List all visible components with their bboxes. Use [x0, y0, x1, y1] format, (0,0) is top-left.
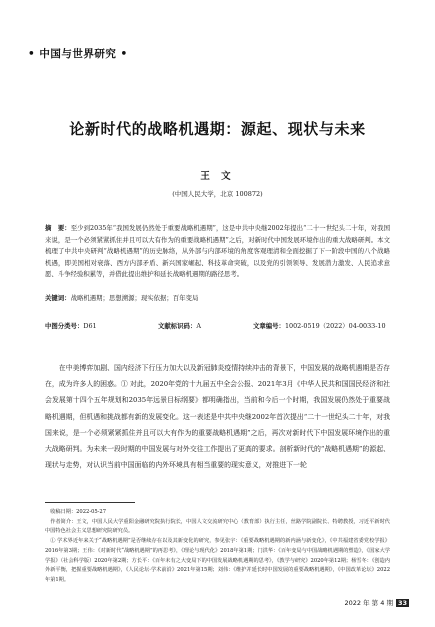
page-number: 33 — [397, 599, 407, 607]
article-number-label: 文章编号： — [253, 322, 285, 330]
column-dot-right: • — [120, 48, 128, 60]
abstract — [45, 223, 390, 281]
clc-label: 中图分类号： — [45, 322, 84, 330]
issue-label: 2022 年 第 4 期 — [344, 599, 393, 607]
abstract-text: 至少到2035年“我国发展仍然处于重要战略机遇期”，这是中共中央继2002年提出“二十一世纪头二十年，对我国来说，是一个必须紧紧抓住并且可以大有作为的重要战略机遇期”之后，对新时代中国发展环境作出的重大战略研判。本文梳理了中共中央研判“战略机遇期”的历史脉络，从外部与内部环境的角度客观理清和全面挖掘了下一阶段中国的八个战略机遇，即美国相对衰落、西方内部矛盾、新兴国家崛起、科技革命突破，以及党的引领领导、发展潜力激发、人民追求意愿、斗争经验积累等，并借此提出维护和延长战略机遇期的路径思考。 — [45, 224, 391, 279]
footnote-1: ① 学术界近年来关于“战略机遇期”是否继续存在以及其新变化的研究，参见张宇：《重要战略机遇期的新内涵与新变化》，《中共福建省委党校学报》2016年第3期；王伟：《对新时代“战略机遇期”的再思考》，《理论与现代化》2018年第1期；门洪华：《百年变局与中国战略机遇期的塑造》，《国家大学学报》（社会科学版）2020年第2期；方长平：《百年未有之大变局下的中国发展战略机遇期的思考》，《教学与研究》2020年第12期；杨雪冬：《创造内外新平衡，把握重要战略机遇期》，《人民论坛·学术前沿》2021年第15期；刘伟：《维护并延长时中国发展的重要战略机遇期》，《中国改革论坛》2022年第1期。 — [45, 538, 390, 583]
doc-value: A — [196, 322, 201, 330]
keywords-text: 战略机遇期；思想溯源；现实依据；百年变局 — [70, 294, 199, 302]
footnotes — [45, 508, 390, 586]
author-affiliation: (中国人民大学，北京 100872) — [172, 190, 263, 198]
clc-value: D61 — [83, 322, 97, 330]
body-paragraph: 在中美博弈加剧、国内经济下行压力加大以及新冠肺炎疫情持续冲击的背景下，中国发展的战略机遇期是否存在，成为许多人的困惑。① 对此，2020年党的十九届五中全会公报、2021年3月《中华人民共和国国民经济和社会发展第十四个五年规划和2035年远景目标纲要》都明确指出，当前和今后一个时期，我国发展仍然处于重要战略机遇期，但机遇和挑战都有新的发展变化。这一表述是中共中央继2002年首次提出“二十一世纪头二十年，对我国来说，是一个必须紧紧抓住并且可以大有作为的重要战略机遇期”之后，再次对新时代下中国发展环境作出的重大战略研判。为未来一段时期的中国发展与对外交往工作提出了更高的要求。剖析新时代的“战略机遇期”的源起、现状与走势，对认识当前中国面临的内外环境具有相当重要的现实意义，对推进下一轮 — [45, 364, 390, 470]
footnote-divider — [45, 502, 135, 503]
page-footer — [345, 598, 410, 607]
article-title: 论新时代的战略机遇期：源起、现状与未来 — [69, 120, 366, 138]
author-info: 作者简介：王文，中国人民大学重阳金融研究院执行院长，中国人文交流研究中心（教育部）执行主任，丝路学院副院长、特聘教授，习近平新时代中国特色社会主义思想研究院研究员。 — [45, 518, 390, 535]
received-date: 收稿日期：2022-05-27 — [50, 509, 107, 515]
abstract-label: 摘 要： — [45, 224, 71, 232]
article-author: 王 文 — [200, 171, 235, 182]
keywords-label: 关键词： — [45, 294, 71, 302]
body-text — [45, 360, 390, 473]
column-label: 中国与世界研究 — [39, 48, 117, 60]
article-number — [253, 321, 386, 330]
column-tag — [28, 46, 128, 61]
column-dot-left: • — [28, 48, 36, 60]
keywords — [45, 293, 390, 302]
clc-number — [45, 321, 97, 330]
doc-code — [158, 321, 201, 330]
article-number-value: 1002-0519（2022）04-0033-10 — [284, 322, 386, 330]
doc-label: 文献标识码： — [158, 322, 197, 330]
